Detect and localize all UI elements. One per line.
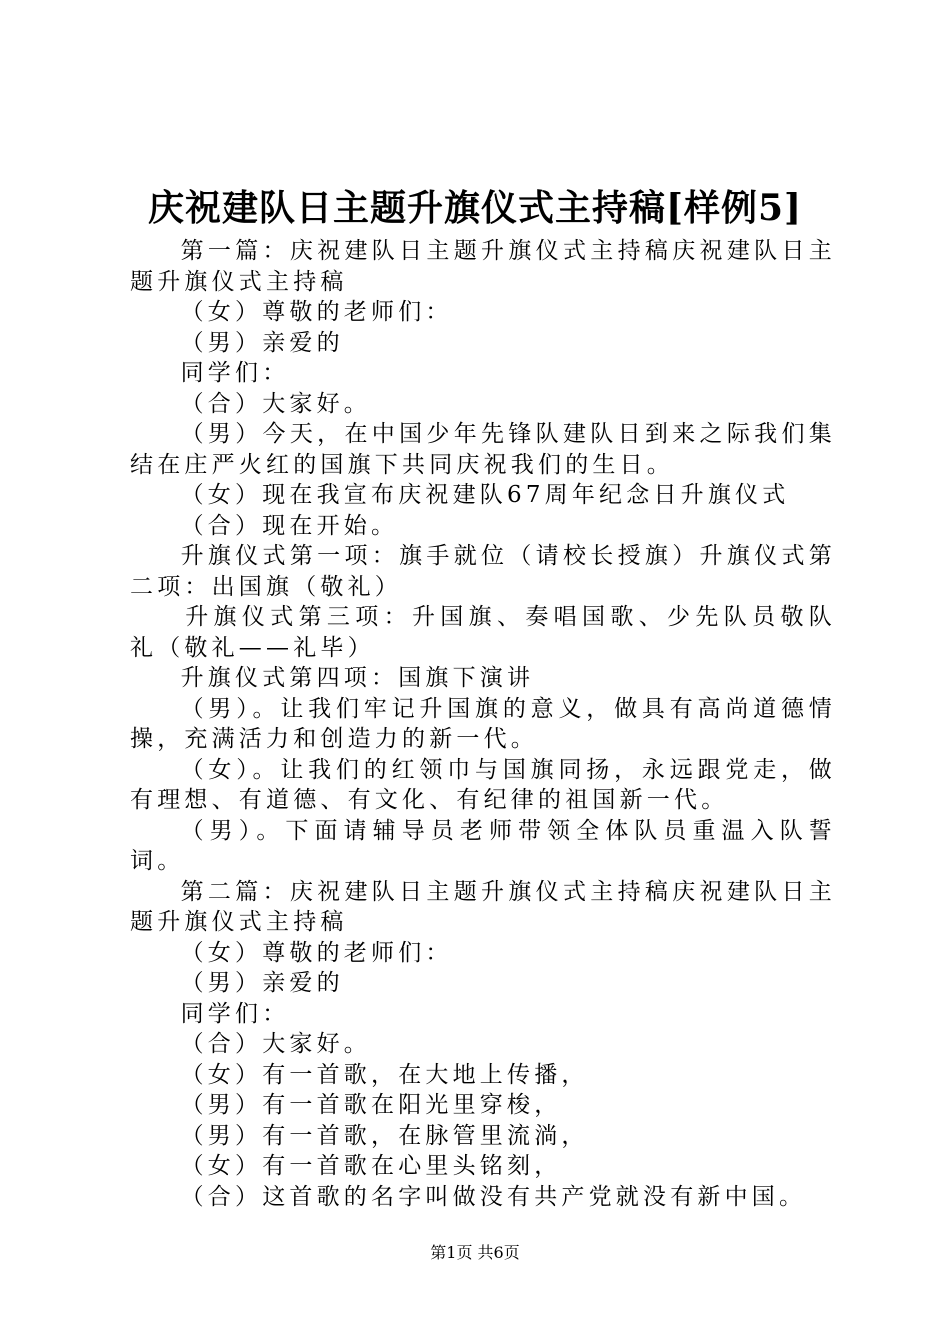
- paragraph: （合）这首歌的名字叫做没有共产党就没有新中国。: [180, 1183, 807, 1210]
- paragraph: （男）。下面请辅导员老师带领全体队员重温入队誓词。: [130, 817, 836, 874]
- paragraph: （女）有一首歌，在大地上传播，: [180, 1061, 589, 1088]
- paragraph: （女）有一首歌在心里头铭刻，: [180, 1153, 562, 1179]
- paragraph: 第二篇：庆祝建队日主题升旗仪式主持稿庆祝建队日主题升旗仪式主持稿: [130, 878, 836, 935]
- paragraph: （合）大家好。: [180, 390, 371, 417]
- document-title: 庆祝建队日主题升旗仪式主持稿[样例5]: [147, 187, 803, 229]
- paragraph: （女）。让我们的红领巾与国旗同扬，永远跟党走，做有理想、有道德、有文化、有纪律的祖国新一代。: [130, 756, 836, 813]
- document-body: [130, 236, 836, 1212]
- paragraph: 第一篇：庆祝建队日主题升旗仪式主持稿庆祝建队日主题升旗仪式主持稿: [130, 238, 836, 295]
- paragraph: （女）尊敬的老师们：: [180, 939, 453, 966]
- paragraph: （男）有一首歌在阳光里穿梭，: [180, 1092, 562, 1118]
- paragraph: 升旗仪式第四项：国旗下演讲: [180, 665, 535, 691]
- paragraph: 升旗仪式第一项：旗手就位（请校长授旗）升旗仪式第二项：出国旗（敬礼）: [130, 543, 836, 600]
- paragraph: （女）尊敬的老师们：: [180, 299, 453, 325]
- paragraph: （男）。让我们牢记升国旗的意义，做具有高尚道德情操，充满活力和创造力的新一代。: [130, 695, 836, 752]
- paragraph: （男）亲爱的: [180, 329, 344, 356]
- paragraph: 同学们：: [180, 360, 290, 386]
- paragraph: （合）大家好。: [180, 1031, 371, 1057]
- paragraph: （男）今天，在中国少年先锋队建队日到来之际我们集结在庄严火红的国旗下共同庆祝我们的生日。: [130, 421, 836, 478]
- page-number: 第1页 共6页: [430, 1243, 520, 1262]
- paragraph: 升旗仪式第三项：升国旗、奏唱国歌、少先队员敬队礼（敬礼——礼毕）: [130, 604, 836, 661]
- paragraph: （男）有一首歌，在脉管里流淌，: [180, 1122, 589, 1149]
- paragraph: 同学们：: [180, 1000, 290, 1027]
- paragraph: （男）亲爱的: [180, 970, 344, 996]
- paragraph: （合）现在开始。: [180, 512, 399, 539]
- paragraph: （女）现在我宣布庆祝建队67周年纪念日升旗仪式: [180, 482, 790, 508]
